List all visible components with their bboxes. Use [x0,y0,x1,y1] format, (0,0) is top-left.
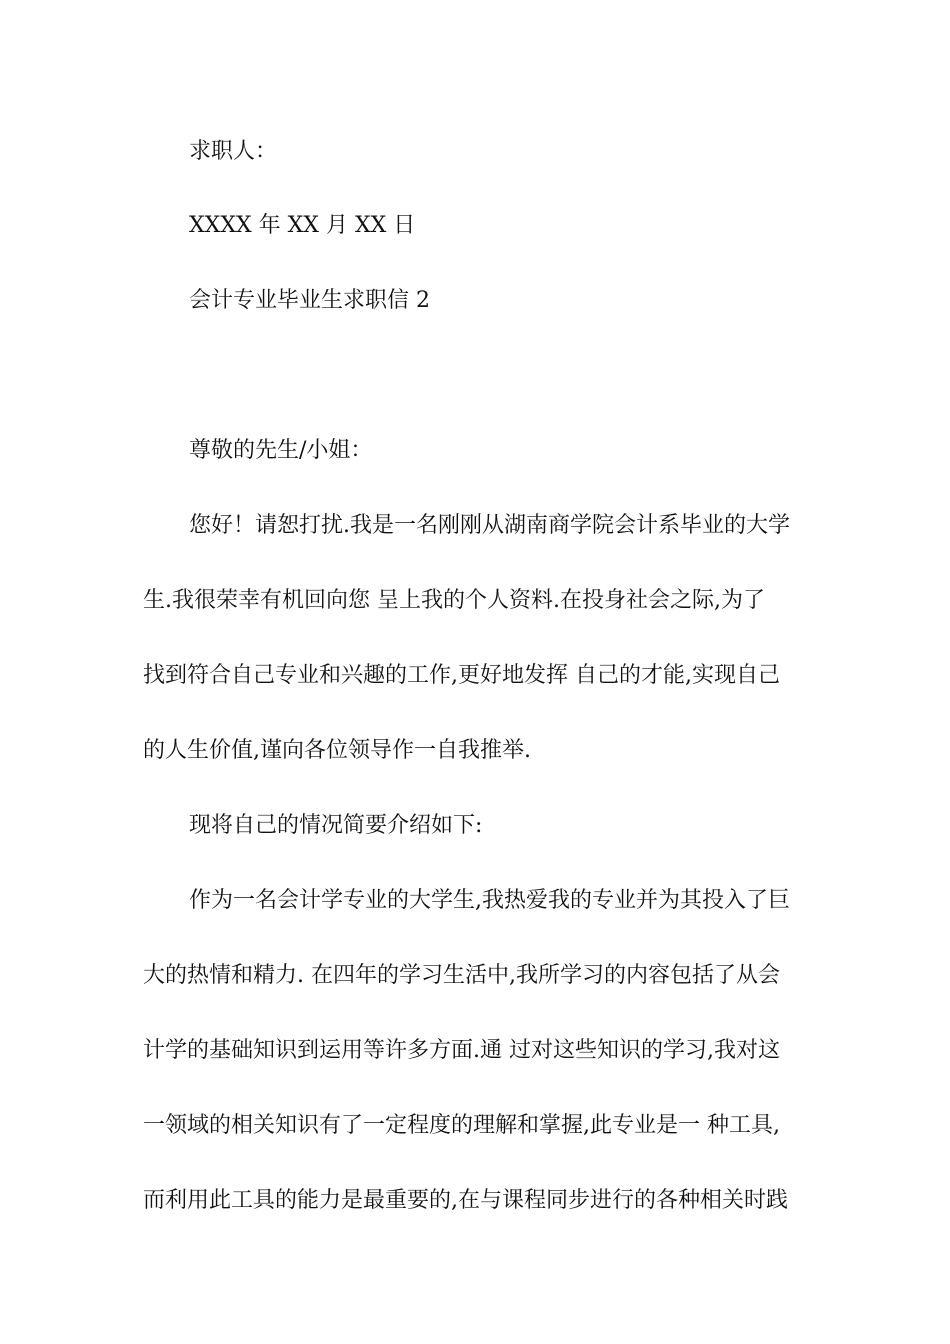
paragraph-line: 作为一名会计学专业的大学生,我热爱我的专业并为其投入了巨 [189,888,790,913]
paragraph-line: 的人生价值,谨向各位领导作一自我推举. [143,738,531,763]
paragraph-line: 现将自己的情况简要介绍如下: [189,813,483,838]
salutation: 尊敬的先生/小姐： [189,438,373,463]
paragraph-line: 大的热情和精力. 在四年的学习生活中,我所学习的内容包括了从会 [143,963,780,988]
paragraph-line: 计学的基础知识到运用等许多方面.通 过对这些知识的学习,我对这 [143,1038,780,1063]
date-line: XXXX 年 XX 月 XX 日 [189,213,416,238]
signature-label: 求职人： [189,139,278,164]
letter-heading: 会计专业毕业生求职信 2 [189,288,430,313]
paragraph-line: 您好！请恕打扰.我是一名刚刚从湖南商学院会计系毕业的大学 [189,513,790,538]
paragraph-line: 生.我很荣幸有机回向您 呈上我的个人资料.在投身社会之际,为了 [143,588,765,613]
paragraph-line: 而利用此工具的能力是最重要的,在与课程同步进行的各种相关时践 [143,1188,788,1213]
paragraph-line: 一领域的相关知识有了一定程度的理解和掌握,此专业是一 种工具, [143,1113,780,1138]
paragraph-line: 找到符合自己专业和兴趣的工作,更好地发挥 自己的才能,实现自己 [143,663,780,688]
